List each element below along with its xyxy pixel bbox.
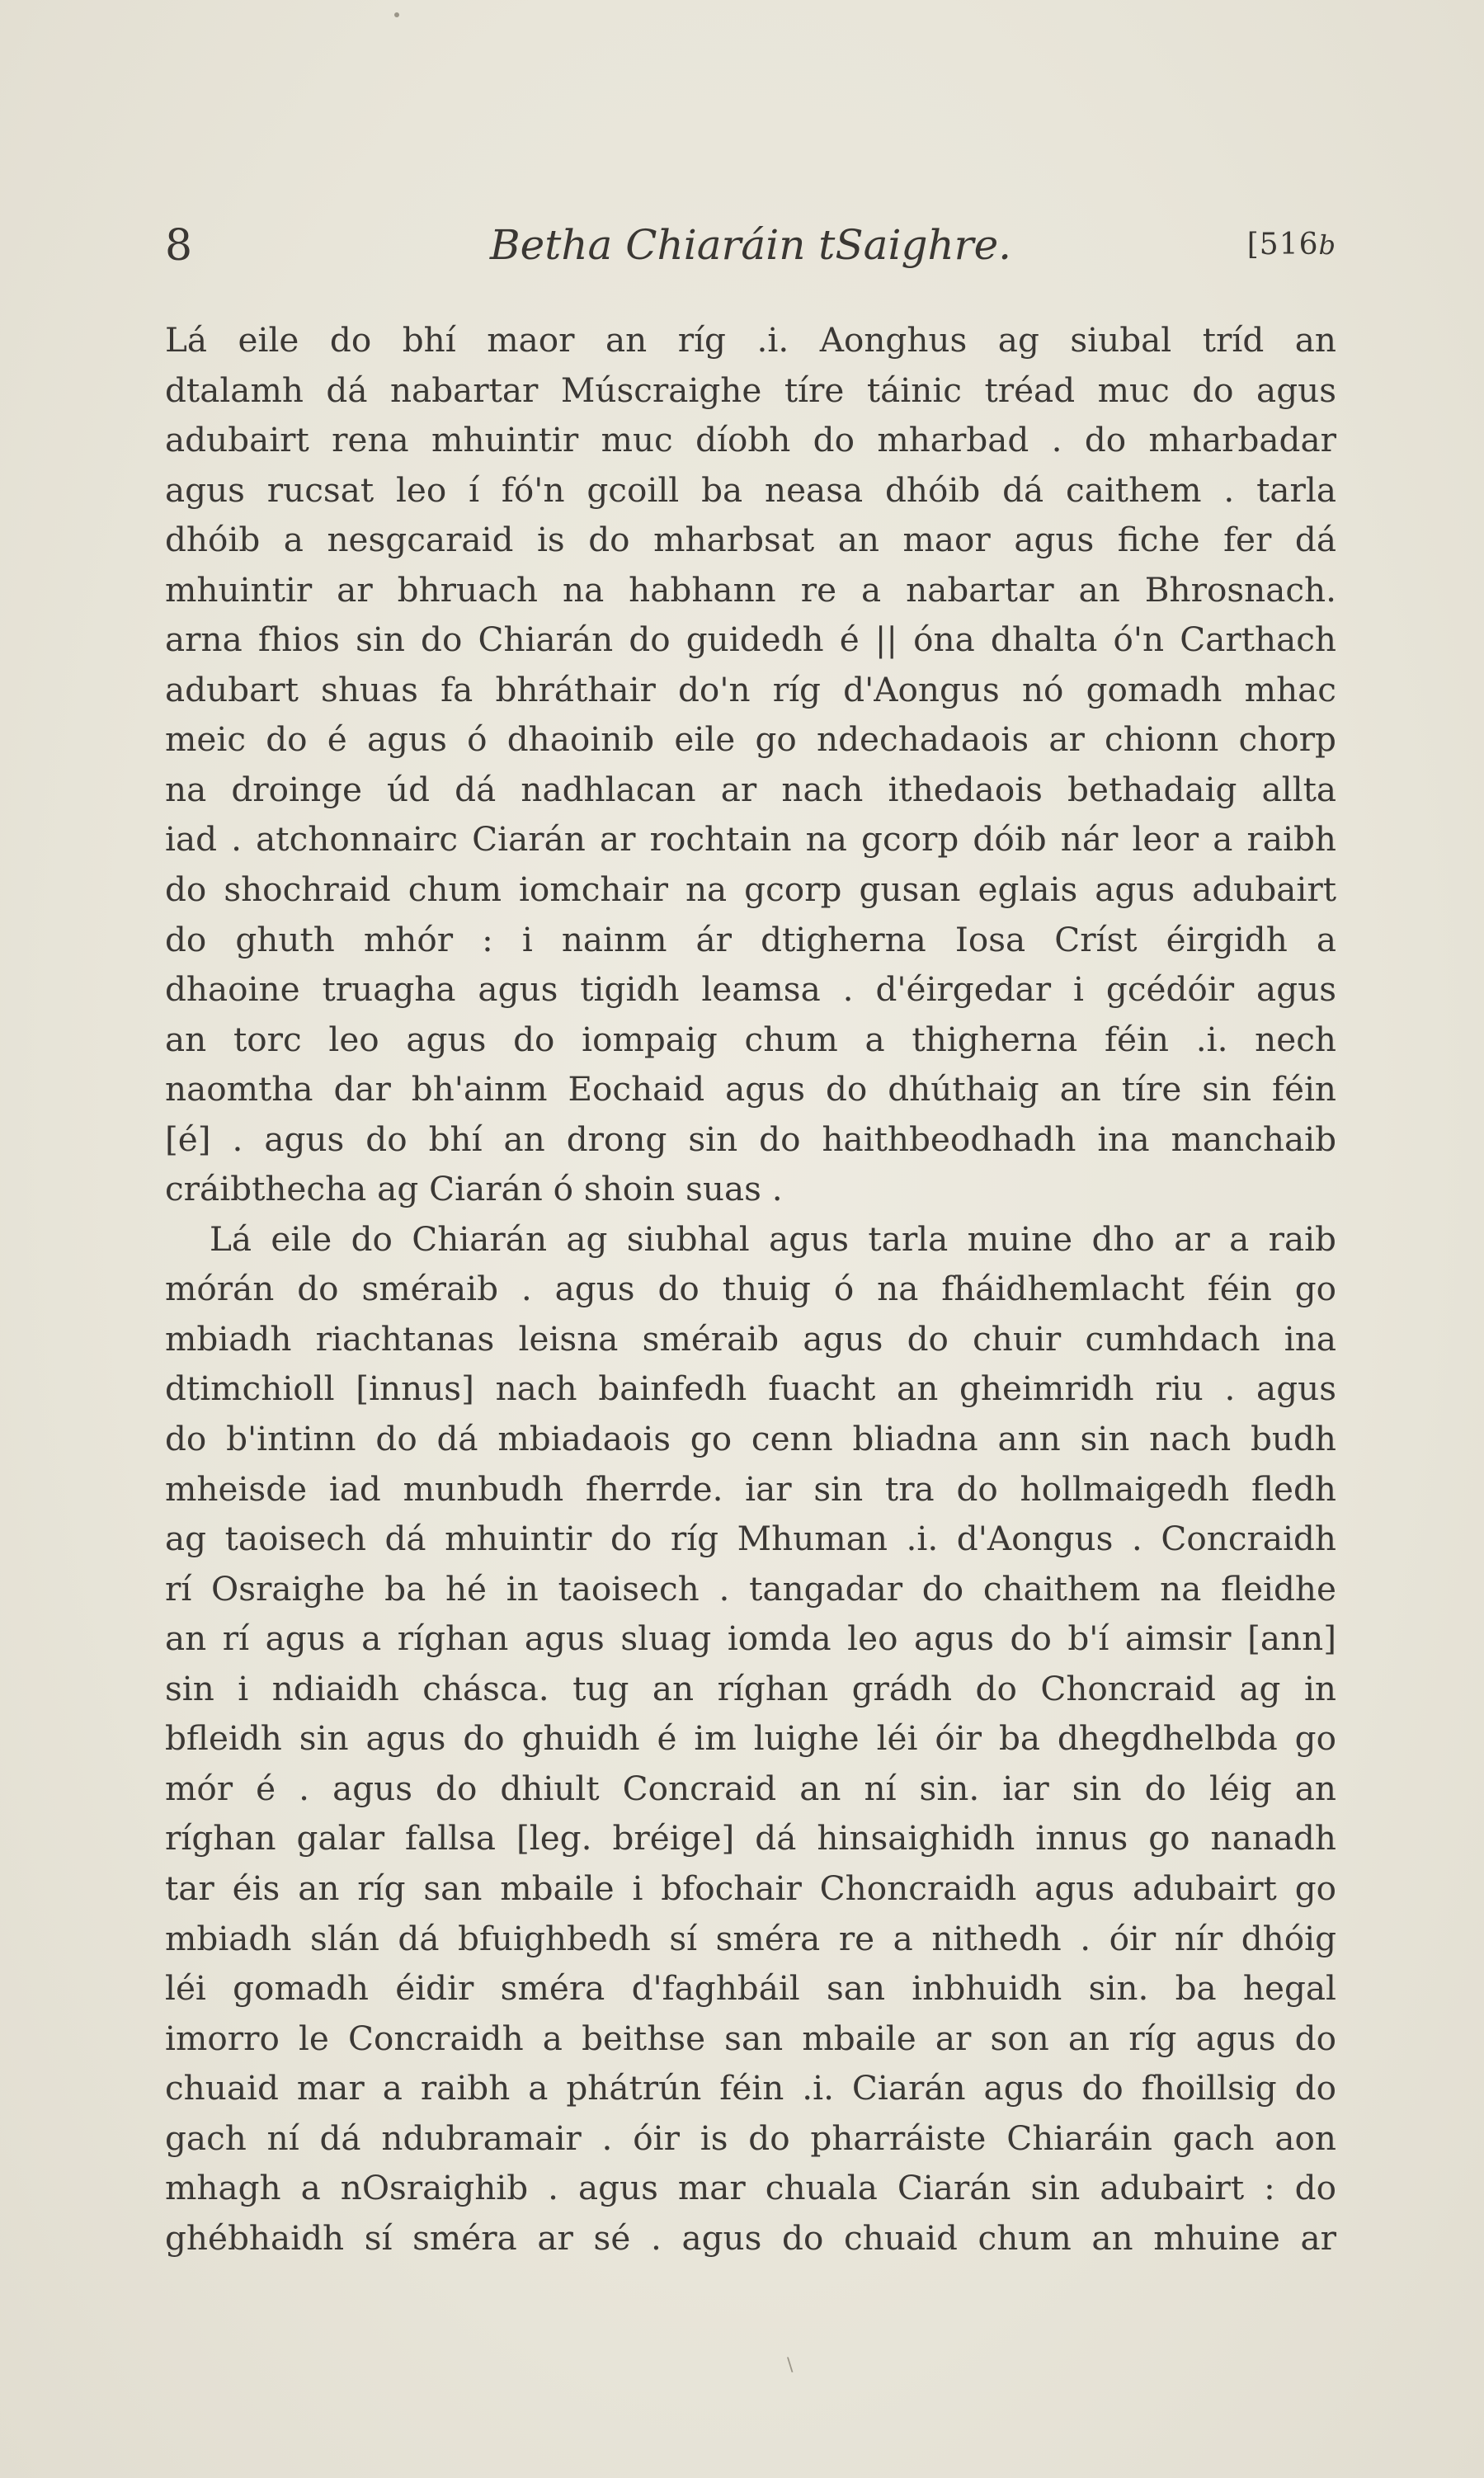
text-line: Lá eile do bhí maor an ríg .i. Aonghus ag siubal tríd an <box>165 320 1336 360</box>
text-line: mórán do sméraib . agus do thuig ó na fháidhemlacht féin go <box>165 1269 1336 1309</box>
folio-number: [516 <box>1246 228 1319 261</box>
text-line: naomtha dar bh'ainm Eochaid agus do dhúthaig an tíre sin féin <box>165 1069 1336 1109</box>
text-line: mheisde iad munbudh fherrde. iar sin tra do hollmaigedh fledh <box>165 1468 1336 1509</box>
text-line: cráibthecha ag Ciarán ó shoin suas . <box>165 1169 783 1209</box>
text-line: tar éis an ríg san mbaile i bfochair Choncraidh agus adubairt go <box>165 1868 1336 1908</box>
text-line: an torc leo agus do iompaig chum a thigherna féin .i. nech <box>165 1019 1336 1059</box>
text-line: ríghan galar fallsa [leg. bréige] dá hinsaighidh innus go nanadh <box>165 1818 1336 1858</box>
text-line: dtimchioll [innus] nach bainfedh fuacht an gheimridh riu . agus <box>165 1369 1336 1409</box>
text-line: do shochraid chum iomchair na gcorp gusan eglais agus adubairt <box>165 869 1336 910</box>
text-line: agus rucsat leo í fó'n gcoill ba neasa dhóib dá caithem . tarla <box>165 469 1336 510</box>
text-line: iad . atchonnairc Ciarán ar rochtain na gcorp dóib nár leor a raibh <box>165 819 1336 860</box>
text-line: rí Osraighe ba hé in taoisech . tangadar do chaithem na fleidhe <box>165 1568 1336 1609</box>
page-header <box>165 221 1336 279</box>
text-line: imorro le Concraidh a beithse san mbaile ar son an ríg agus do <box>165 2018 1336 2058</box>
text-line: ghébhaidh sí sméra ar sé . agus do chuaid chum an mhuine ar <box>165 2217 1336 2258</box>
body-text <box>165 315 1336 2263</box>
folio-side: b <box>1318 229 1336 261</box>
running-title: Betha Chiaráin tSaighre. <box>489 221 1012 269</box>
text-line: adubairt rena mhuintir muc díobh do mharbad . do mharbadar <box>165 420 1336 460</box>
text-line: dhóib a nesgcaraid is do mharbsat an maor agus fiche fer dá <box>165 520 1336 560</box>
page-number: 8 <box>165 221 193 271</box>
stray-mark: \ <box>787 2355 794 2376</box>
text-line: Lá eile do Chiarán ag siubhal agus tarla muine dho ar a raib <box>210 1218 1336 1259</box>
text-line: na droinge úd dá nadhlacan ar nach ithedaois bethadaig allta <box>165 769 1336 809</box>
text-line: mhuintir ar bhruach na habhann re a nabartar an Bhrosnach. <box>165 569 1336 610</box>
text-line: dhaoine truagha agus tigidh leamsa . d'éirgedar i gcédóir agus <box>165 969 1336 1010</box>
text-line: bfleidh sin agus do ghuidh é im luighe léi óir ba dhegdhelbda go <box>165 1718 1336 1759</box>
text-line: léi gomadh éidir sméra d'faghbáil san inbhuidh sin. ba hegal <box>165 1968 1336 2009</box>
text-line: mbiadh riachtanas leisna sméraib agus do chuir cumhdach ina <box>165 1318 1336 1359</box>
text-line: mhagh a nOsraighib . agus mar chuala Ciarán sin adubairt : do <box>165 2168 1336 2208</box>
text-line: gach ní dá ndubramair . óir is do pharráiste Chiaráin gach aon <box>165 2118 1336 2158</box>
text-line: [é] . agus do bhí an drong sin do haithbeodhadh ina manchaib <box>165 1119 1336 1159</box>
text-line: arna fhios sin do Chiarán do guidedh é || óna dhalta ó'n Carthach <box>165 620 1336 660</box>
text-line: ag taoisech dá mhuintir do ríg Mhuman .i. d'Aongus . Concraidh <box>165 1519 1336 1559</box>
text-line: dtalamh dá nabartar Múscraighe tíre táinic tréad muc do agus <box>165 370 1336 410</box>
text-line: mbiadh slán dá bfuighbedh sí sméra re a nithedh . óir nír dhóig <box>165 1918 1336 1958</box>
text-line: do b'intinn do dá mbiadaois go cenn bliadna ann sin nach budh <box>165 1419 1336 1459</box>
paper-speck <box>394 12 399 17</box>
text-line: chuaid mar a raibh a phátrún féin .i. Ciarán agus do fhoillsig do <box>165 2068 1336 2108</box>
text-line: sin i ndiaidh chásca. tug an ríghan grádh do Choncraid ag in <box>165 1668 1336 1708</box>
text-line: do ghuth mhór : i nainm ár dtigherna Iosa Críst éirgidh a <box>165 919 1336 959</box>
text-line: meic do é agus ó dhaoinib eile go ndechadaois ar chionn chorp <box>165 719 1336 760</box>
folio-reference <box>1247 228 1336 261</box>
text-line: an rí agus a ríghan agus sluag iomda leo agus do b'í aimsir [ann] <box>165 1618 1336 1659</box>
text-line: mór é . agus do dhiult Concraid an ní sin. iar sin do léig an <box>165 1768 1336 1808</box>
text-line: adubart shuas fa bhráthair do'n ríg d'Aongus nó gomadh mhac <box>165 669 1336 709</box>
